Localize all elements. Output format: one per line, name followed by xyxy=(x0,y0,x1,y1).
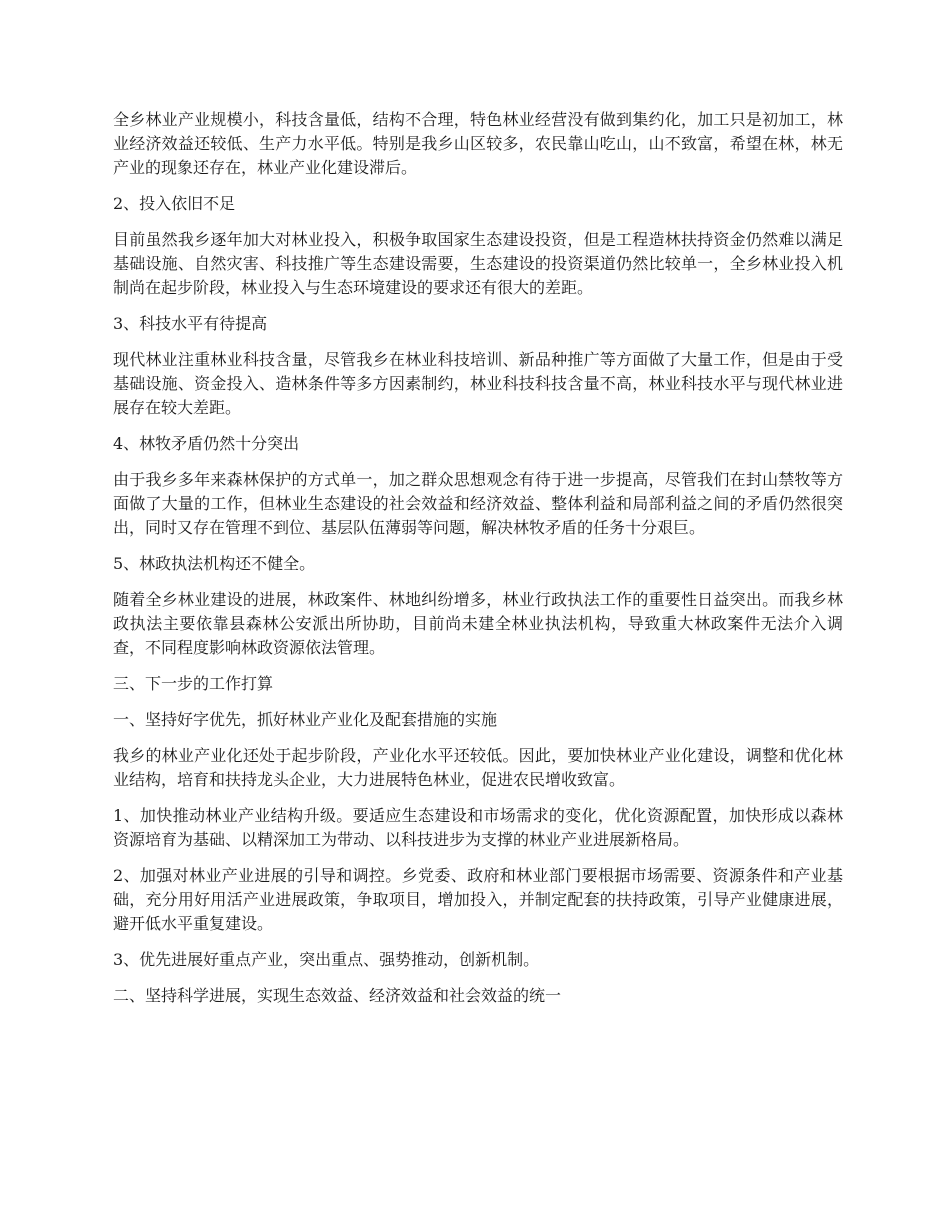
heading-scientific-development: 二、坚持科学进展，实现生态效益、经济效益和社会效益的统一 xyxy=(113,986,562,1005)
heading-forest-grazing-conflict: 4、林牧矛盾仍然十分突出 xyxy=(113,434,300,453)
paragraph-forestry-industry-scale: 全乡林业产业规模小，科技含量低，结构不合理，特色林业经营没有做到集约化，加工只是初加工，林业经济效益还较低、生产力水平低。特别是我乡山区较多，农民靠山吃山，山不致富，希望在林，林无产业的现象还存在，林业产业化建设滞后。 xyxy=(113,110,843,177)
paragraph-investment: 目前虽然我乡逐年加大对林业投入，积极争取国家生态建设投资，但是工程造林扶持资金仍然难以满足基础设施、自然灾害、科技推广等生态建设需要，生态建设的投资渠道仍然比较单一，全乡林业投入机制尚在起步阶段，林业投入与生态环境建设的要求还有很大的差距。 xyxy=(113,230,843,297)
paragraph-law-enforcement: 随着全乡林业建设的进展，林政案件、林地纠纷增多，林业行政执法工作的重要性日益突出。而我乡林政执法主要依靠县森林公安派出所协助，目前尚未建全林业执法机构，导致重大林政案件无法介入调查，不同程度影响林政资源依法管理。 xyxy=(113,590,843,657)
heading-investment-insufficient: 2、投入依旧不足 xyxy=(113,194,236,213)
heading-law-enforcement: 5、林政执法机构还不健全。 xyxy=(113,554,316,573)
paragraph-tech-level: 现代林业注重林业科技含量，尽管我乡在林业科技培训、新品种推广等方面做了大量工作，但是由于受基础设施、资金投入、造林条件等多方因素制约，林业科技科技含量不高，林业科技水平与现代林业进展存在较大差距。 xyxy=(113,350,843,417)
paragraph-forest-grazing-conflict: 由于我乡多年来森林保护的方式单一，加之群众思想观念有待于进一步提高，尽管我们在封山禁牧等方面做了大量的工作，但林业生态建设的社会效益和经济效益、整体利益和局部利益之间的矛盾仍然很突出，同时又存在管理不到位、基层队伍薄弱等问题，解决林牧矛盾的任务十分艰巨。 xyxy=(113,470,843,537)
paragraph-industrialization: 我乡的林业产业化还处于起步阶段，产业化水平还较低。因此，要加快林业产业化建设，调整和优化林业结构，培育和扶持龙头企业，大力进展特色林业，促进农民增收致富。 xyxy=(113,746,843,789)
heading-next-steps: 三、下一步的工作打算 xyxy=(113,674,274,693)
paragraph-structure-upgrade: 1、加快推动林业产业结构升级。要适应生态建设和市场需求的变化，优化资源配置，加快形成以森林资源培育为基础、以精深加工为带动、以科技进步为支撑的林业产业进展新格局。 xyxy=(113,806,843,849)
document-body xyxy=(113,108,843,1020)
paragraph-guidance-control: 2、加强对林业产业进展的引导和调控。乡党委、政府和林业部门要根据市场需要、资源条件和产业基础，充分用好用活产业进展政策，争取项目，增加投入，并制定配套的扶持政策，引导产业健康进展，避开低水平重复建设。 xyxy=(113,866,843,933)
heading-industrialization: 一、坚持好字优先，抓好林业产业化及配套措施的实施 xyxy=(113,710,498,729)
heading-key-industries: 3、优先进展好重点产业，突出重点、强势推动，创新机制。 xyxy=(113,950,540,969)
heading-tech-level: 3、科技水平有待提高 xyxy=(113,314,268,333)
